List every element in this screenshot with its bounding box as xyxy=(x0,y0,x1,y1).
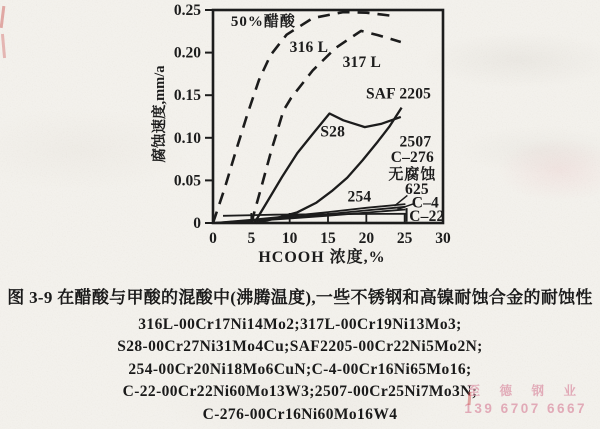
y-tick-label: 0.05 xyxy=(173,172,201,190)
x-tick-label: 30 xyxy=(435,230,451,247)
y-tick-label: 0.20 xyxy=(173,44,201,62)
curve-label-317L: 317 L xyxy=(342,54,382,72)
alloy-composition-line-2: S28-00Cr27Ni31Mo4Cu;SAF2205-00Cr22Ni5Mo2N; xyxy=(117,338,483,356)
y-tick-label: 0.15 xyxy=(173,87,201,105)
curve-label-S28: S28 xyxy=(320,123,346,141)
curve-label-C-22: C–22 xyxy=(409,207,445,225)
curve-label-acetic-50pct: 50%醋酸 xyxy=(230,14,296,31)
x-axis-title: HCOOH 浓度,% xyxy=(258,249,386,266)
curve-label-C-276: C–276 xyxy=(390,149,434,167)
alloy-composition-line-5: C-276-00Cr16Ni60Mo16W4 xyxy=(202,405,398,423)
curve-label-2507: 2507 xyxy=(399,133,432,151)
watermark-phone: 139 6707 6667 xyxy=(464,401,587,416)
figure-caption-title: 图 3-9 在醋酸与甲酸的混酸中(沸腾温度),一些不锈钢和高镍耐蚀合金的耐蚀性 xyxy=(7,288,593,307)
curve-label-C-4: C–4 xyxy=(411,194,440,212)
curve-label-316L: 316 L xyxy=(289,39,329,57)
curve-label-no-corrosion: 无腐蚀 xyxy=(388,166,437,183)
y-tick-label: 0.10 xyxy=(173,129,201,147)
alloy-composition-line-1: 316L-00Cr17Ni14Mo2;317L-00Cr19Ni13Mo3; xyxy=(138,316,462,333)
y-tick-label: 0 xyxy=(193,215,201,232)
x-tick-label: 20 xyxy=(358,230,375,247)
x-tick-label: 15 xyxy=(320,230,336,247)
x-tick-label: 25 xyxy=(396,230,413,247)
alloy-composition-line-3: 254-00Cr20Ni18Mo6CuN;C-4-00Cr16Ni65Mo16; xyxy=(128,360,472,378)
curve-label-254: 254 xyxy=(347,188,372,206)
x-tick-label: 5 xyxy=(247,230,256,247)
y-axis-title: 腐蚀速度,mm/a xyxy=(152,65,168,163)
watermark xyxy=(464,381,587,416)
y-tick-label: 0.25 xyxy=(173,2,201,19)
alloy-composition-line-4: C-22-00Cr22Ni60Mo13W3;2507-00Cr25Ni7Mo3N; xyxy=(122,383,478,401)
curve-label-SAF2205: SAF 2205 xyxy=(365,85,432,103)
watermark-company: 至 德 钢 业 xyxy=(467,384,584,398)
x-tick-label: 10 xyxy=(281,230,298,247)
curve-label-625: 625 xyxy=(405,180,429,198)
x-tick-label: 0 xyxy=(209,230,217,247)
